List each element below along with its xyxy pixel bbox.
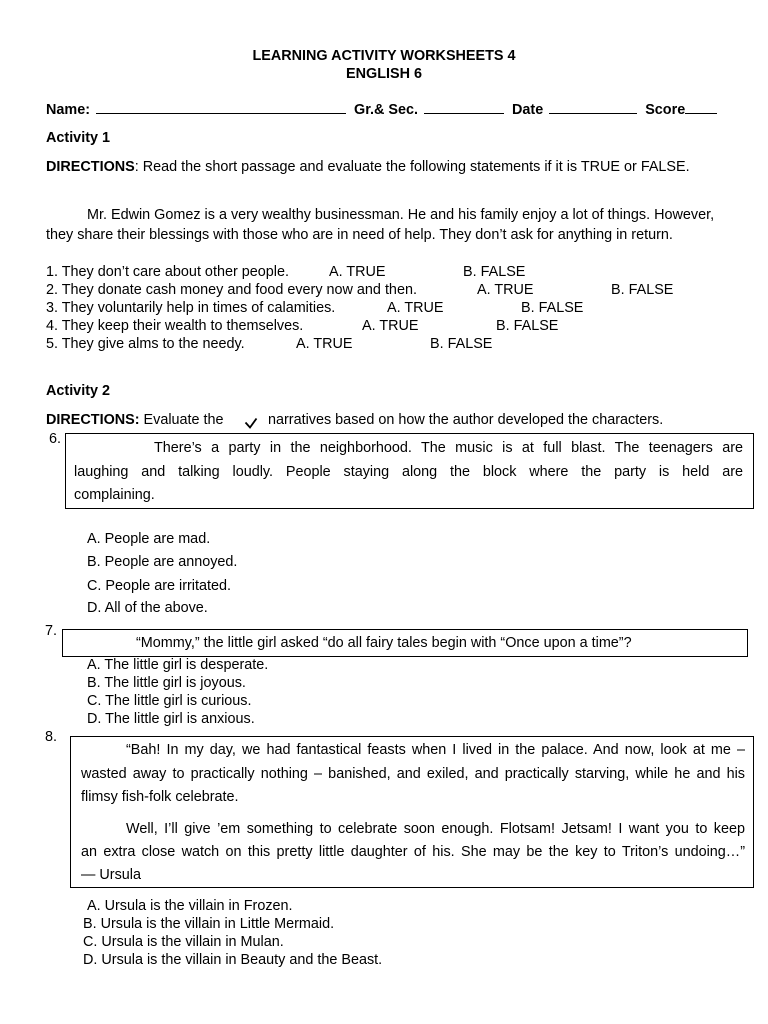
choice-8a[interactable]: A. Ursula is the villain in Frozen. (87, 898, 293, 914)
statement-1: 1. They don’t care about other people. (46, 264, 289, 280)
question-number-7: 7. (45, 623, 58, 639)
checkmark-icon (244, 417, 258, 429)
statement-2: 2. They donate cash money and food every now and then. (46, 282, 417, 298)
directions-label: DIRECTIONS (46, 159, 135, 175)
choice-8b[interactable]: B. Ursula is the villain in Little Mermaid. (83, 916, 335, 932)
choice-6d[interactable]: D. All of the above. (87, 600, 208, 616)
passage-attribution: — Ursula (81, 866, 141, 883)
passage-line: complaining. (74, 487, 155, 503)
passage-box-7 (62, 629, 748, 657)
option-true-2[interactable]: A. TRUE (477, 282, 534, 298)
name-blank[interactable] (96, 101, 346, 114)
directions-text-a: Evaluate the (143, 412, 224, 428)
passage-box-6 (65, 433, 754, 509)
statement-5: 5. They give alms to the needy. (46, 336, 245, 352)
option-true-1[interactable]: A. TRUE (329, 264, 386, 280)
directions-text-b: narratives based on how the author developed the characters. (268, 412, 664, 428)
passage-line: Mr. Edwin Gomez is a very wealthy businessman. He and his family enjoy a lot of things. However, (87, 207, 715, 223)
choice-6b[interactable]: B. People are annoyed. (87, 554, 238, 570)
activity2-directions (46, 411, 224, 429)
date-label: Date (512, 102, 544, 118)
passage-line: “Mommy,” the little girl asked “do all fairy tales begin with “Once upon a time”? (136, 635, 632, 651)
option-false-2[interactable]: B. FALSE (611, 282, 674, 298)
passage-line: There’s a party in the neighborhood. The music is at full blast. The teenagers are (154, 440, 743, 456)
grade-label: Gr.& Sec. (354, 102, 418, 118)
option-false-4[interactable]: B. FALSE (496, 318, 559, 334)
option-false-5[interactable]: B. FALSE (430, 336, 493, 352)
choice-8d[interactable]: D. Ursula is the villain in Beauty and the Beast. (83, 952, 383, 968)
choice-7a[interactable]: A. The little girl is desperate. (87, 657, 269, 673)
activity1-directions (46, 158, 690, 176)
directions-text: : Read the short passage and evaluate the following statements if it is TRUE or FALSE. (134, 159, 690, 175)
passage-line: an extra close watch on this pretty little daughter of his. She may be the key to Triton’s undoing…” (81, 844, 745, 860)
option-true-3[interactable]: A. TRUE (387, 300, 444, 316)
activity1-heading: Activity 1 (46, 130, 110, 146)
statement-4: 4. They keep their wealth to themselves. (46, 318, 304, 334)
option-true-5[interactable]: A. TRUE (296, 336, 353, 352)
name-label: Name: (46, 102, 90, 118)
option-true-4[interactable]: A. TRUE (362, 318, 419, 334)
question-number-8: 8. (45, 729, 58, 745)
question-number-6: 6. (49, 431, 62, 447)
choice-7c[interactable]: C. The little girl is curious. (87, 693, 252, 709)
option-false-1[interactable]: B. FALSE (463, 264, 526, 280)
choice-6a[interactable]: A. People are mad. (87, 531, 211, 547)
grade-blank[interactable] (424, 101, 504, 114)
directions-label: DIRECTIONS: (46, 412, 140, 428)
choice-6c[interactable]: C. People are irritated. (87, 578, 231, 594)
score-label: Score (645, 102, 686, 118)
worksheet-title: LEARNING ACTIVITY WORKSHEETS 4 (252, 48, 516, 64)
passage-line: flimsy fish-folk celebrate. (81, 789, 239, 805)
date-blank[interactable] (549, 101, 637, 114)
score-blank[interactable] (685, 101, 717, 114)
passage-line: Well, I’ll give ’em something to celebrate soon enough. Flotsam! Jetsam! I want you to keep (126, 820, 745, 837)
choice-7d[interactable]: D. The little girl is anxious. (87, 711, 255, 727)
passage-line: wasted away to practically nothing – banished, and exiled, and practically starving, while he and his (81, 765, 745, 782)
activity2-heading: Activity 2 (46, 383, 110, 399)
statement-3: 3. They voluntarily help in times of calamities. (46, 300, 336, 316)
passage-line: “Bah! In my day, we had fantastical feasts when I lived in the palace. And now, look at me – (126, 742, 745, 758)
passage-line: they share their blessings with those who are in need of help. They don’t ask for anything in return. (46, 227, 673, 243)
option-false-3[interactable]: B. FALSE (521, 300, 584, 316)
passage-line: laughing and talking loudly. People staying along the block where the party is held are (74, 463, 743, 480)
passage-box-8 (70, 736, 754, 888)
info-line (46, 101, 717, 119)
choice-7b[interactable]: B. The little girl is joyous. (87, 675, 246, 691)
choice-8c[interactable]: C. Ursula is the villain in Mulan. (83, 934, 284, 950)
worksheet-subtitle: ENGLISH 6 (346, 66, 422, 82)
